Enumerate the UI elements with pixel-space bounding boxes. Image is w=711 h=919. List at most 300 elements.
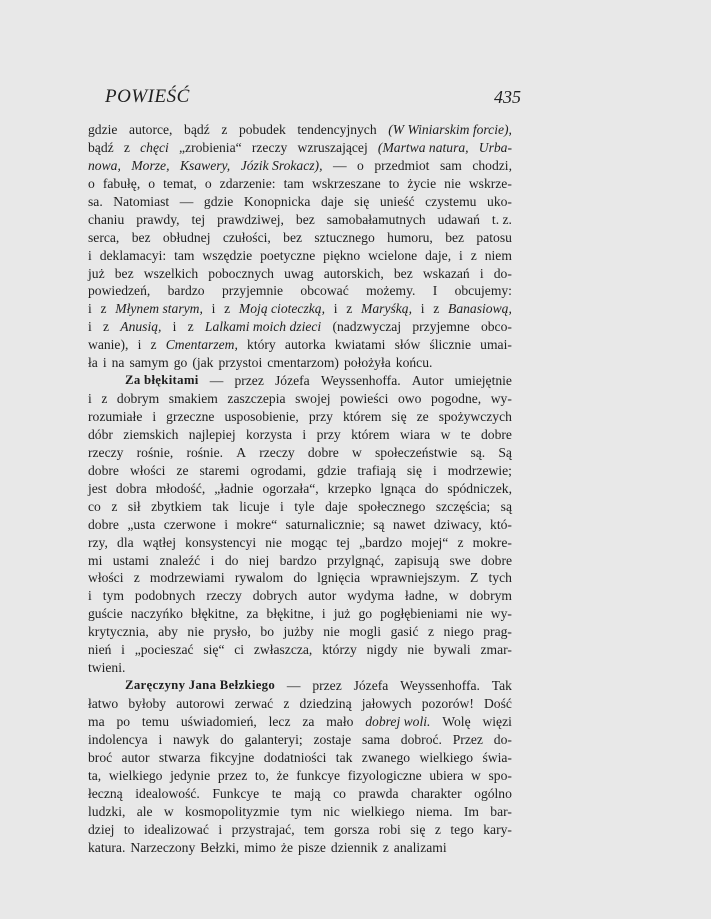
word: patosu (476, 229, 512, 245)
word: powieści (340, 391, 389, 407)
text-line (88, 552, 512, 570)
text-line (88, 229, 512, 247)
text-line (88, 426, 512, 444)
word: do- (493, 731, 512, 747)
word: wy- (490, 606, 512, 622)
word: ślicznie (429, 337, 471, 353)
text-line (88, 731, 512, 749)
word: przy (316, 426, 341, 442)
word: ogrodami, (250, 462, 306, 478)
word: w (448, 588, 459, 604)
word: dobre (88, 462, 119, 478)
word: dziennik (330, 839, 378, 855)
word: autorka (284, 337, 326, 353)
word: tej (191, 211, 206, 227)
word: mogli (349, 624, 382, 640)
word: do- (493, 265, 512, 281)
text-line (88, 444, 512, 462)
word: krzepko (327, 480, 372, 496)
word: pozorów! (421, 696, 474, 711)
word: do (293, 570, 307, 586)
word: nawet (392, 516, 426, 532)
word: włości (129, 462, 166, 478)
word: mokre“ (236, 516, 278, 532)
text-line (88, 587, 512, 605)
word: nie (466, 606, 483, 622)
word: Im (463, 803, 479, 819)
word: krytycznia, (88, 624, 149, 640)
word: którem (351, 426, 390, 442)
word: bez (445, 229, 465, 245)
text-line (88, 713, 512, 731)
word: ze (416, 409, 429, 424)
word: i (459, 247, 463, 263)
text-line (88, 659, 512, 677)
paragraph (88, 121, 512, 372)
word: wątłej (142, 534, 176, 550)
word: z (187, 319, 194, 335)
word: końcu. (395, 355, 433, 371)
word: z (123, 139, 130, 155)
work-title: Maryśką, (361, 301, 412, 317)
word: wydyma (347, 588, 395, 604)
word: Weyssenhoffa. (400, 678, 480, 694)
word: mają (294, 785, 321, 801)
word: bądź (184, 122, 210, 137)
word: z (457, 534, 464, 550)
word: lecz (268, 713, 291, 729)
word: twieni. (88, 660, 126, 676)
word: autorce, (129, 122, 173, 137)
text-line (88, 641, 512, 659)
word: kosmopolityzmie (184, 803, 280, 819)
word: deklamacyi: (99, 247, 167, 263)
word: Narzeczony (130, 839, 196, 855)
word: dziej (88, 821, 115, 837)
word: spódniczek, (447, 480, 512, 496)
word: humoru, (387, 229, 433, 245)
word: czerwone (163, 516, 216, 532)
word: Konopnicka (243, 193, 311, 209)
work-title: Banasiową, (448, 301, 512, 317)
word: życie (407, 175, 437, 191)
work-title: Cmentarzem, (165, 337, 238, 353)
word: obcujemy: (454, 283, 512, 299)
word: robi (378, 821, 401, 837)
word: swe (449, 552, 471, 568)
word: sama (362, 731, 390, 747)
word: możemy. (366, 283, 416, 299)
word: i (88, 247, 92, 263)
word: i (302, 426, 307, 442)
word: gdzie (203, 193, 234, 209)
word: bywali (433, 642, 471, 658)
word: dobra (115, 480, 147, 496)
word: uwag (284, 265, 314, 281)
word: ze (176, 462, 189, 478)
word: zostaje (313, 731, 352, 747)
word: autorowi (176, 696, 225, 711)
word: udawań (437, 211, 480, 227)
word: bardzo (279, 552, 317, 568)
word: dobrych (252, 588, 298, 604)
word: piękno (323, 247, 361, 263)
word: którzy (322, 642, 357, 658)
text-line (88, 569, 512, 587)
word: autorskich, (323, 265, 384, 281)
word: ludzki, (88, 803, 126, 819)
word: i (88, 391, 92, 407)
word: prawdy, (136, 211, 180, 227)
word: wszelkich (143, 265, 199, 281)
word: — (179, 193, 194, 209)
word: gasić (390, 624, 419, 640)
word: Funkcye (212, 785, 260, 801)
word: z (434, 821, 441, 837)
word: Wolę (442, 713, 471, 729)
section-title: Za błękitami (125, 373, 199, 388)
word: pogodne, (430, 391, 482, 407)
text-line (88, 300, 512, 318)
word: spo- (488, 767, 512, 783)
word: chaniu (88, 211, 125, 227)
word: daje (325, 498, 348, 514)
word: wielkiego (351, 803, 405, 819)
word: autor (308, 588, 337, 604)
word: pogłębieniami (380, 606, 458, 622)
word: i (211, 301, 216, 317)
word: zaszczepia (227, 391, 286, 407)
word: Autor (411, 373, 444, 389)
word: ziemskich (123, 426, 179, 442)
word: rozumiałe (88, 409, 143, 424)
word: temu (141, 713, 170, 729)
word: rzeczy (88, 444, 124, 460)
word: i (88, 588, 92, 604)
word: pisze (297, 839, 326, 855)
word: ła (88, 355, 98, 371)
word: bar- (490, 803, 512, 819)
word: to, (254, 767, 269, 783)
word: z (103, 319, 110, 335)
word: wielkiego (419, 749, 474, 765)
text-line (88, 462, 512, 480)
word: obłudnej (162, 229, 211, 245)
word: Dość (483, 696, 512, 711)
word: samobałamutnych (326, 211, 426, 227)
work-title: Anusią, (120, 319, 162, 335)
word: bo (260, 624, 275, 640)
word: i (479, 265, 484, 281)
word: prysło, (213, 624, 251, 640)
word: zdarzenie: (219, 175, 276, 191)
text-line (88, 605, 512, 623)
word: mimo (244, 839, 276, 855)
text-line (88, 821, 512, 839)
word: fabułę, (102, 175, 141, 191)
word: gdzie (316, 462, 347, 478)
word: przy (308, 409, 333, 424)
word: indolencya (88, 731, 148, 747)
word: ubiera (429, 767, 464, 783)
word: zapisują (394, 552, 440, 568)
word: do (220, 731, 234, 747)
word: rośnie. (186, 444, 224, 460)
word: wielkiego (108, 767, 163, 783)
paragraph (88, 677, 512, 856)
word: zerwać (234, 696, 274, 711)
word: przyjemne (412, 319, 470, 335)
word: „pocieszać (134, 642, 194, 658)
word: i (224, 516, 228, 532)
work-title: nowa, (88, 157, 121, 173)
text-line (88, 372, 512, 390)
word: dobre (481, 552, 512, 568)
word: kwiatami (334, 337, 386, 353)
word: lgnięcia (317, 570, 361, 586)
word: i (158, 731, 163, 747)
word: bez (295, 211, 315, 227)
word: nie (187, 624, 205, 640)
word: „bardzo (359, 534, 403, 550)
word: A (236, 444, 247, 460)
word: grzeczne (166, 409, 215, 424)
word: z (133, 570, 140, 586)
word: rzeczy (259, 444, 295, 460)
word: o (357, 157, 364, 173)
word: ci (234, 642, 245, 658)
word: samym (129, 355, 169, 371)
word: dobre (480, 426, 512, 442)
word: bez (393, 265, 413, 281)
word: idealowość. (135, 785, 200, 801)
word: łatwo (88, 696, 119, 711)
paragraph (88, 372, 512, 677)
word: autor (121, 749, 150, 765)
word: do (224, 552, 239, 568)
word: się (391, 409, 407, 424)
word: dobrym (469, 588, 512, 604)
text-line (88, 516, 512, 534)
word: jest (88, 480, 107, 496)
word: przyjemnie (221, 283, 284, 299)
word: wiara (400, 426, 431, 442)
word: mokre- (472, 534, 512, 550)
word: — (332, 157, 347, 173)
text-line (88, 408, 512, 426)
word: w (163, 803, 174, 819)
word: z (382, 839, 389, 855)
word: I (432, 283, 438, 299)
word: charakter (411, 785, 462, 801)
word: te (271, 785, 282, 801)
word: znaleźć (159, 552, 201, 568)
word: tak (335, 749, 353, 765)
word: spożywczych (438, 409, 512, 424)
word: rywalom (234, 570, 284, 586)
word: wcielone (368, 247, 418, 263)
word: tego (450, 821, 474, 837)
word: tych (488, 570, 512, 586)
word: się (354, 193, 370, 209)
word: galanteryi; (244, 731, 303, 747)
text-line (88, 211, 512, 229)
word: Józefa (275, 373, 310, 389)
page-number: 435 (494, 87, 521, 107)
word: i (88, 301, 92, 317)
word: słów (394, 337, 421, 353)
word: rzeczy (206, 588, 242, 604)
word: mało (326, 713, 354, 729)
word: usposobienie, (224, 409, 299, 424)
text-line (88, 390, 512, 408)
word: — (209, 373, 224, 389)
word: obcować (300, 283, 349, 299)
word: fizyologiczne (347, 767, 422, 783)
word: bez (114, 265, 134, 281)
word: z (433, 301, 440, 317)
word: prag- (483, 624, 512, 640)
word: owo (397, 391, 422, 407)
word: staremi (199, 462, 240, 478)
word: Są (498, 444, 512, 460)
word: niem (484, 247, 512, 263)
word: sztucznego (314, 229, 375, 245)
word: co (88, 498, 101, 514)
word: jedynie (170, 767, 211, 783)
work-title: Morze, (131, 157, 170, 173)
text-line (88, 318, 512, 336)
word: w (352, 444, 362, 460)
word: umiejętnie (454, 373, 512, 389)
word: tem (304, 821, 325, 837)
text-line (88, 749, 512, 767)
word: się (406, 462, 422, 478)
word: naczyńko (130, 606, 183, 622)
word: z (101, 391, 108, 407)
text-line (88, 534, 512, 552)
text-line (88, 354, 512, 372)
word: nigdy (366, 642, 398, 658)
word: unieść (379, 193, 415, 209)
word: broć (88, 749, 113, 765)
word: z (428, 624, 435, 640)
word: wy- (490, 391, 512, 407)
word: to (388, 175, 400, 191)
word: i (152, 409, 157, 424)
text-line (88, 785, 512, 803)
word: do (424, 480, 439, 496)
word: włości (88, 570, 124, 586)
word: szczęścia; (435, 498, 491, 514)
word: tej (336, 534, 350, 550)
word: łeczną (88, 785, 123, 801)
word: daje (320, 193, 344, 209)
word: nień (88, 642, 112, 658)
word: wszędzie (202, 247, 253, 263)
work-title: dobrej woli. (365, 713, 431, 729)
word: o (148, 175, 156, 191)
word: ale (136, 803, 153, 819)
word: z (221, 122, 228, 137)
word: na (111, 355, 125, 371)
word: jałowych (361, 696, 412, 711)
word: ładne, (405, 588, 438, 604)
word: i (321, 606, 326, 622)
word: fikcyjne (209, 749, 255, 765)
word: modrzewie; (447, 462, 512, 478)
word: najlepiej (188, 426, 236, 442)
word: katura. (88, 839, 126, 855)
word: i (102, 355, 107, 371)
word: guście (88, 606, 123, 622)
word: młodość, (155, 480, 206, 496)
word: rośnie, (136, 444, 174, 460)
word: gorsza (333, 821, 370, 837)
word: któ- (490, 516, 512, 532)
word: tam (283, 175, 304, 191)
word: przylgnąć, (327, 552, 385, 568)
word: są (500, 498, 512, 514)
word: który (247, 337, 276, 353)
word: dóbr (88, 426, 113, 442)
text-line (88, 480, 512, 498)
word: zwłaszcza, (253, 642, 313, 658)
word: te (460, 426, 471, 442)
word: „usta (127, 516, 156, 532)
word: nie (444, 175, 461, 191)
word: mi (88, 552, 103, 568)
word: prawdziwej, (217, 211, 284, 227)
work-title: (Martwa natura, (377, 139, 469, 155)
word: ustami (112, 552, 150, 568)
word: położyła (343, 355, 391, 371)
word: niego (443, 624, 474, 640)
text-line (88, 803, 512, 821)
word: wanie), (88, 337, 129, 353)
word: jużby (283, 624, 314, 640)
word: błękitne, (266, 606, 314, 622)
word: w (440, 426, 451, 442)
text-line (88, 695, 512, 713)
text-line (88, 767, 512, 785)
word: się“ (203, 642, 225, 658)
word: kary- (483, 821, 512, 837)
text-line (88, 282, 512, 300)
word: tyle (294, 498, 315, 514)
work-title: Moją cioteczką, (238, 301, 325, 317)
word: Weyssenhoffa. (320, 373, 401, 389)
word: nic (323, 803, 340, 819)
word: dobrym (116, 391, 160, 407)
text-line (88, 139, 512, 157)
word: że (280, 839, 293, 855)
word: (nadzwyczaj (332, 319, 402, 335)
word: „zrobienia“ (179, 139, 242, 155)
word: z (470, 247, 477, 263)
body-text (88, 121, 512, 856)
word: i (218, 821, 223, 837)
text-line (88, 677, 512, 695)
word: przez (312, 678, 342, 694)
word: funkcye (296, 767, 341, 783)
work-title: (W Winiarskim forcie), (388, 122, 512, 137)
work-title: Lalkami moich dzieci (204, 319, 322, 335)
word: i (88, 319, 92, 335)
word: go (358, 606, 373, 622)
word: rzeczy (251, 139, 288, 155)
word: Z (470, 570, 479, 586)
